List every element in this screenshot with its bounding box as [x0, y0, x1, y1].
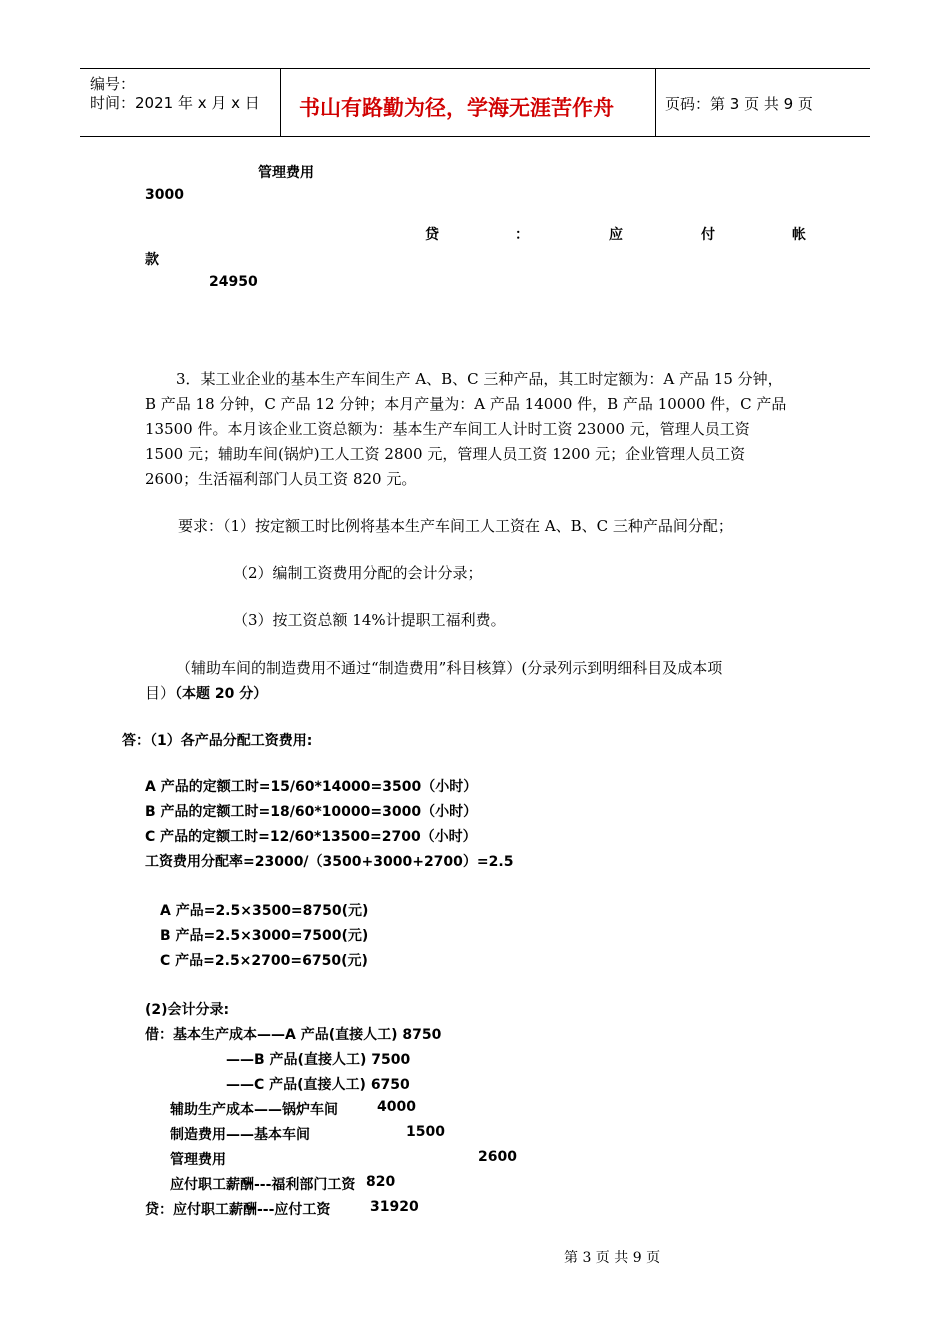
entry-aux-label: 辅助生产成本——锅炉车间 — [170, 1102, 338, 1118]
credit-char-5: 帐 — [792, 227, 806, 243]
entry-mgmt-amount: 2600 — [478, 1149, 517, 1165]
entry-mfg-label: 制造费用——基本车间 — [170, 1127, 310, 1143]
entry-credit-label: 贷：应付职工薪酬---应付工资 — [145, 1202, 331, 1218]
question-line: 2600；生活福利部门人员工资 820 元。 — [145, 470, 417, 488]
alloc-line: C 产品=2.5×2700=6750(元) — [160, 953, 368, 969]
calc-line: B 产品的定额工时=18/60*10000=3000（小时） — [145, 804, 478, 820]
question-note-end — [145, 682, 267, 703]
motto: 书山有路勤为径，学海无涯苦作舟 — [299, 96, 614, 120]
requirement-2: （2）编制工资费用分配的会计分录； — [233, 564, 483, 582]
entry-debit-c: ——C 产品(直接人工) 6750 — [226, 1077, 410, 1093]
question-line: 13500 件。本月该企业工资总额为：基本生产车间工人计时工资 23000 元，管理人员工资 — [145, 420, 750, 438]
entry-title: (2)会计分录: — [145, 1002, 230, 1018]
header-left-cell — [80, 69, 281, 136]
page-footer: 第 3 页 共 9 页 — [564, 1250, 661, 1266]
serial-label: 编号： — [90, 75, 136, 93]
question-note: （辅助车间的制造费用不通过“制造费用”科目核算）(分录列示到明细科目及成本项 — [176, 659, 723, 677]
entry-credit-amount: 31920 — [370, 1199, 419, 1215]
credit-char-1: 贷 — [425, 227, 439, 243]
entry-debit-b: ——B 产品(直接人工) 7500 — [226, 1052, 411, 1068]
calc-line: C 产品的定额工时=12/60*13500=2700（小时） — [145, 829, 477, 845]
entry-mfg-amount: 1500 — [406, 1124, 445, 1140]
credit-char-3: 应 — [609, 227, 623, 243]
alloc-line: A 产品=2.5×3500=8750(元) — [160, 903, 369, 919]
kuan-char: 款 — [145, 252, 159, 268]
entry-welfare-amount: 820 — [366, 1174, 396, 1190]
question-line: B 产品 18 分钟，C 产品 12 分钟；本月产量为：A 产品 14000 件，B 产品 10000 件，C 产品 — [145, 395, 787, 413]
amount-3000: 3000 — [145, 187, 184, 203]
calc-line: A 产品的定额工时=15/60*14000=3500（小时） — [145, 779, 478, 795]
alloc-line: B 产品=2.5×3000=7500(元) — [160, 928, 369, 944]
question-line: 3．某工业企业的基本生产车间生产 A、B、C 三种产品，其工时定额为：A 产品 15 分钟， — [176, 370, 783, 388]
calc-line: 工资费用分配率=23000/（3500+3000+2700）=2.5 — [145, 854, 514, 870]
answer-heading: 答：（1）各产品分配工资费用: — [122, 733, 313, 749]
note-tail: 目） — [145, 684, 176, 702]
credit-char-4: 付 — [701, 227, 715, 243]
entry-aux-amount: 4000 — [377, 1099, 416, 1115]
question-line: 1500 元；辅助车间(锅炉)工人工资 2800 元，管理人员工资 1200 元；企业管理人员工资 — [145, 445, 746, 463]
entry-debit-a: 借：基本生产成本——A 产品(直接人工) 8750 — [145, 1027, 442, 1043]
time-label: 时间：2021 年 x 月 x 日 — [90, 94, 260, 112]
header-right-cell — [655, 69, 871, 136]
header-center-cell — [281, 69, 655, 136]
credit-char-2: ： — [515, 227, 529, 243]
score-label: （本题 20 分） — [175, 686, 268, 702]
page-header — [80, 68, 870, 137]
requirement-3: （3）按工资总额 14%计提职工福利费。 — [233, 611, 506, 629]
mgmt-fee-label: 管理费用 — [258, 165, 314, 181]
entry-mgmt-label: 管理费用 — [170, 1152, 226, 1168]
entry-welfare-label: 应付职工薪酬---福利部门工资 — [170, 1177, 356, 1193]
amount-24950: 24950 — [209, 274, 258, 290]
requirement-1: 要求：（1）按定额工时比例将基本生产车间工人工资在 A、B、C 三种产品间分配； — [178, 517, 733, 535]
page-code: 页码：第 3 页 共 9 页 — [665, 95, 813, 113]
